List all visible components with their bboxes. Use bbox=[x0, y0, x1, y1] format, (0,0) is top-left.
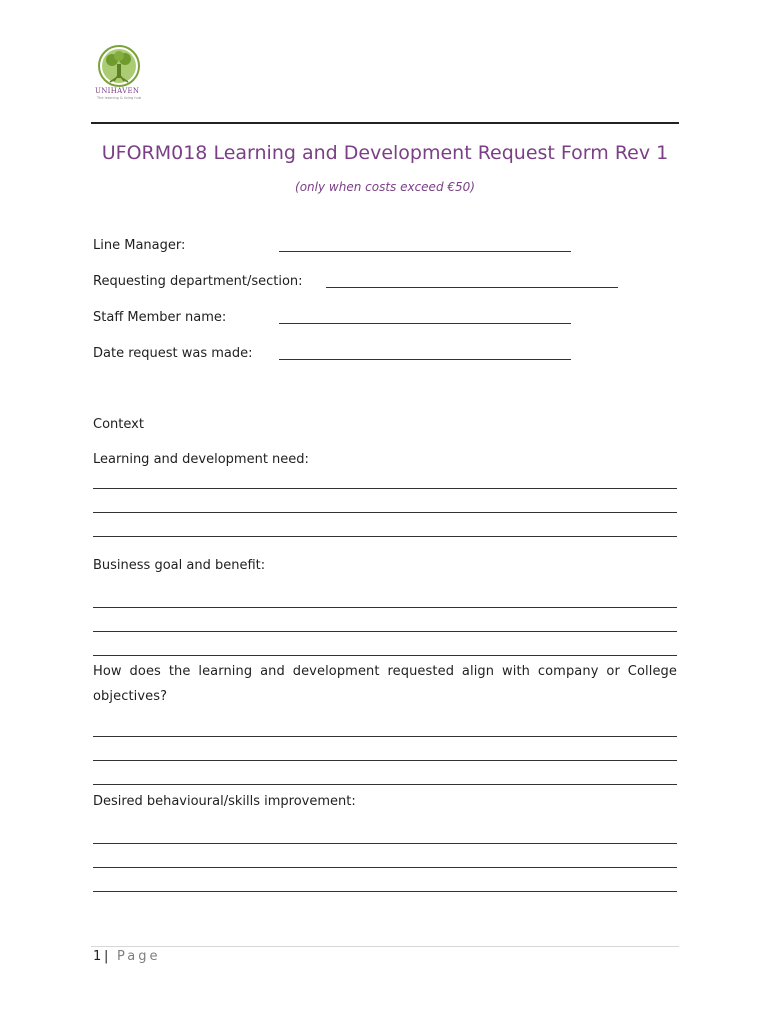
line-manager-label: Line Manager: bbox=[93, 238, 186, 253]
page-word: Page bbox=[117, 949, 161, 964]
staff-member-name-field[interactable] bbox=[279, 323, 571, 324]
date-request-field[interactable] bbox=[279, 359, 571, 360]
page-number: 1 bbox=[93, 949, 102, 964]
requesting-department-field[interactable] bbox=[326, 287, 618, 288]
desired-improvement-label: Desired behavioural/skills improvement: bbox=[93, 794, 356, 809]
improvement-line-1[interactable] bbox=[93, 843, 677, 844]
learning-need-label: Learning and development need: bbox=[93, 452, 309, 467]
alignment-line-2[interactable] bbox=[93, 760, 677, 761]
improvement-line-2[interactable] bbox=[93, 867, 677, 868]
form-title: UFORM018 Learning and Development Request Form Rev 1 bbox=[101, 142, 669, 164]
business-goal-line-1[interactable] bbox=[93, 607, 677, 608]
alignment-question: How does the learning and development requested align with company or College objectives? bbox=[93, 664, 677, 704]
learning-need-line-1[interactable] bbox=[93, 488, 677, 489]
business-goal-label: Business goal and benefit: bbox=[93, 558, 266, 573]
company-logo-icon bbox=[92, 44, 146, 104]
alignment-line-3[interactable] bbox=[93, 784, 677, 785]
improvement-line-3[interactable] bbox=[93, 891, 677, 892]
form-subtitle: (only when costs exceed €50) bbox=[295, 180, 475, 194]
learning-need-line-3[interactable] bbox=[93, 536, 677, 537]
footer-rule bbox=[91, 946, 679, 947]
date-request-label: Date request was made: bbox=[93, 346, 253, 361]
header-rule bbox=[91, 122, 679, 124]
alignment-line-1[interactable] bbox=[93, 736, 677, 737]
requesting-department-label: Requesting department/section: bbox=[93, 274, 303, 289]
business-goal-line-3[interactable] bbox=[93, 655, 677, 656]
logo-name: UNIHAVEN bbox=[95, 87, 140, 95]
logo-tagline: The learning & living hub bbox=[97, 96, 142, 100]
page-separator: | bbox=[104, 949, 109, 964]
staff-member-name-label: Staff Member name: bbox=[93, 310, 227, 325]
context-heading: Context bbox=[93, 417, 144, 432]
business-goal-line-2[interactable] bbox=[93, 631, 677, 632]
line-manager-field[interactable] bbox=[279, 251, 571, 252]
learning-need-line-2[interactable] bbox=[93, 512, 677, 513]
